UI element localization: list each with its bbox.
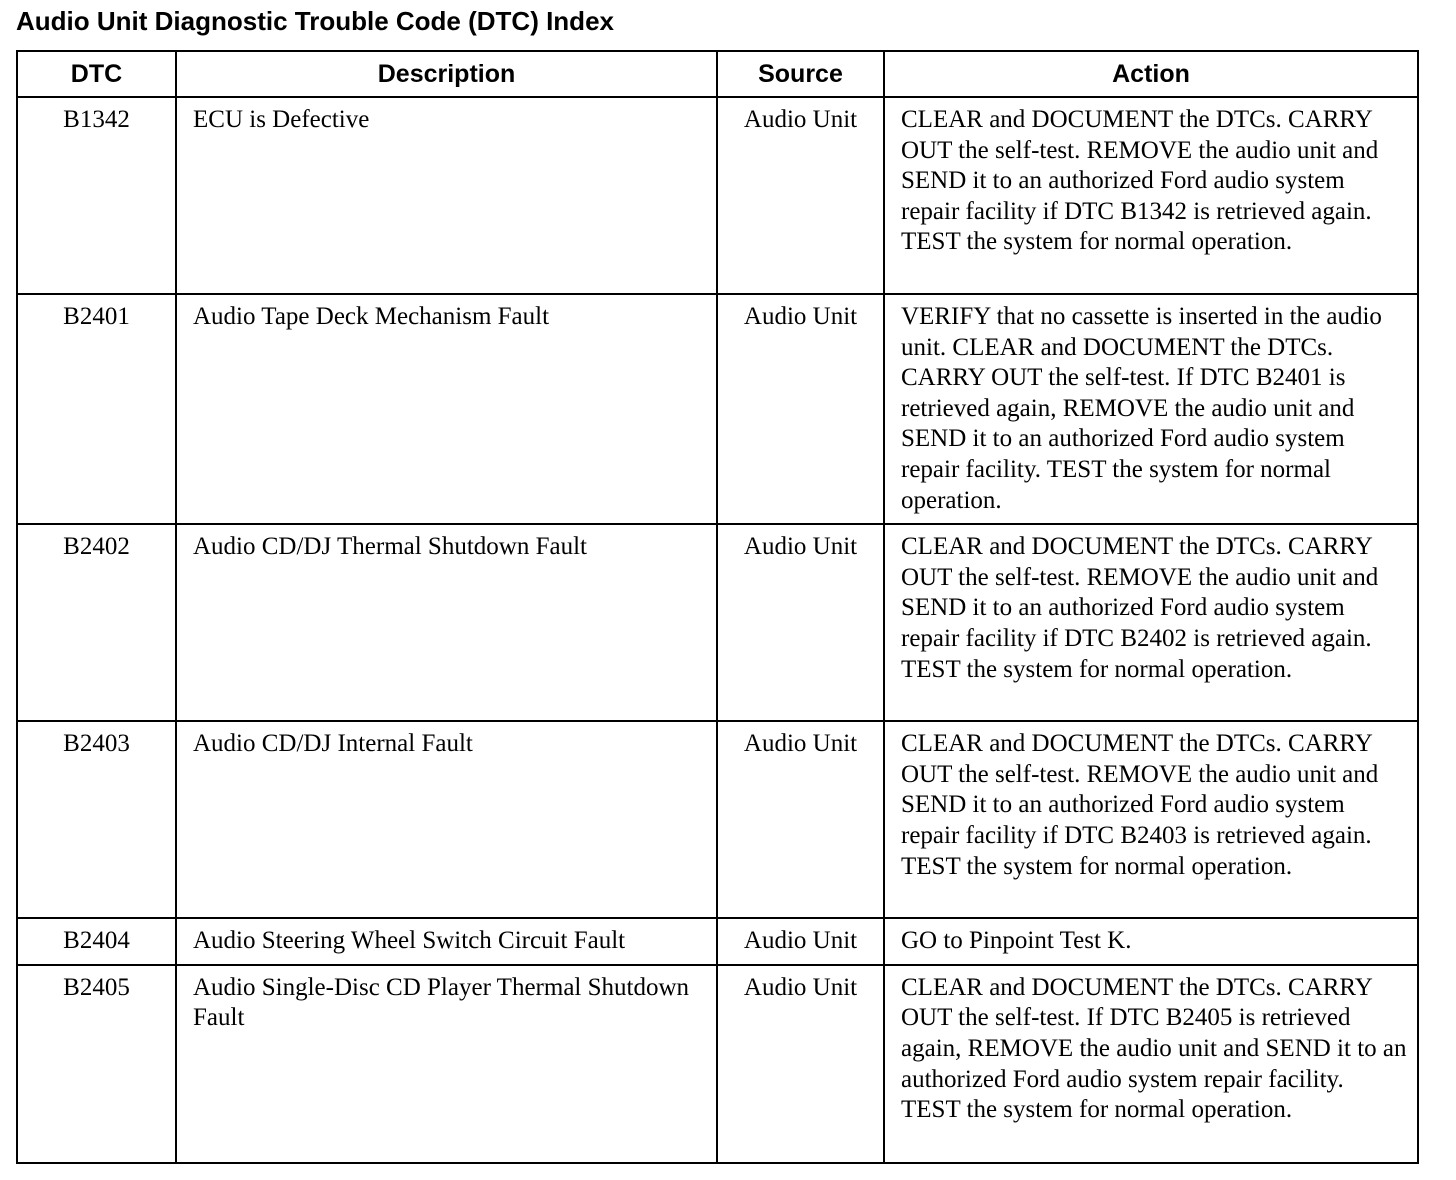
dtc-code-cell: B2402 [17,524,176,721]
description-cell: Audio CD/DJ Thermal Shutdown Fault [176,524,717,721]
action-cell: CLEAR and DOCUMENT the DTCs. CARRY OUT the self-test. If DTC B2405 is retrieved again, REMOVE the audio unit and SEND it to an authorized Ford audio system repair facility. TEST the system for normal operation. [884,965,1418,1163]
table-header-row [17,51,1418,97]
page-title: Audio Unit Diagnostic Trouble Code (DTC) Index [16,6,614,36]
dtc-code-cell: B2401 [17,294,176,524]
column-header-source: Source [717,51,884,97]
dtc-code-cell: B1342 [17,97,176,294]
source-cell: Audio Unit [717,524,884,721]
column-header-description: Description [176,51,717,97]
column-header-action: Action [884,51,1418,97]
table-row [17,524,1418,721]
action-cell: CLEAR and DOCUMENT the DTCs. CARRY OUT the self-test. REMOVE the audio unit and SEND it to an authorized Ford audio system repair facility if DTC B2403 is retrieved again. TEST the system for normal operation. [884,721,1418,918]
description-cell: Audio Tape Deck Mechanism Fault [176,294,717,524]
dtc-code-cell: B2403 [17,721,176,918]
source-cell: Audio Unit [717,721,884,918]
description-cell: Audio Steering Wheel Switch Circuit Fault [176,918,717,965]
source-cell: Audio Unit [717,97,884,294]
table-row [17,294,1418,524]
source-cell: Audio Unit [717,965,884,1163]
action-cell: CLEAR and DOCUMENT the DTCs. CARRY OUT the self-test. REMOVE the audio unit and SEND it to an authorized Ford audio system repair facility if DTC B2402 is retrieved again. TEST the system for normal operation. [884,524,1418,721]
dtc-code-cell: B2404 [17,918,176,965]
column-header-dtc: DTC [17,51,176,97]
description-cell: ECU is Defective [176,97,717,294]
description-cell: Audio CD/DJ Internal Fault [176,721,717,918]
action-cell: CLEAR and DOCUMENT the DTCs. CARRY OUT the self-test. REMOVE the audio unit and SEND it to an authorized Ford audio system repair facility if DTC B1342 is retrieved again. TEST the system for normal operation. [884,97,1418,294]
table-row [17,97,1418,294]
table-row [17,918,1418,965]
dtc-index-table [16,50,1419,1164]
table-row [17,965,1418,1163]
description-cell: Audio Single-Disc CD Player Thermal Shutdown Fault [176,965,717,1163]
table-row [17,721,1418,918]
action-cell: GO to Pinpoint Test K. [884,918,1418,965]
dtc-code-cell: B2405 [17,965,176,1163]
action-cell: VERIFY that no cassette is inserted in the audio unit. CLEAR and DOCUMENT the DTCs. CARRY OUT the self-test. If DTC B2401 is retrieved again, REMOVE the audio unit and SEND it to an authorized Ford audio system repair facility. TEST the system for normal operation. [884,294,1418,524]
source-cell: Audio Unit [717,918,884,965]
source-cell: Audio Unit [717,294,884,524]
